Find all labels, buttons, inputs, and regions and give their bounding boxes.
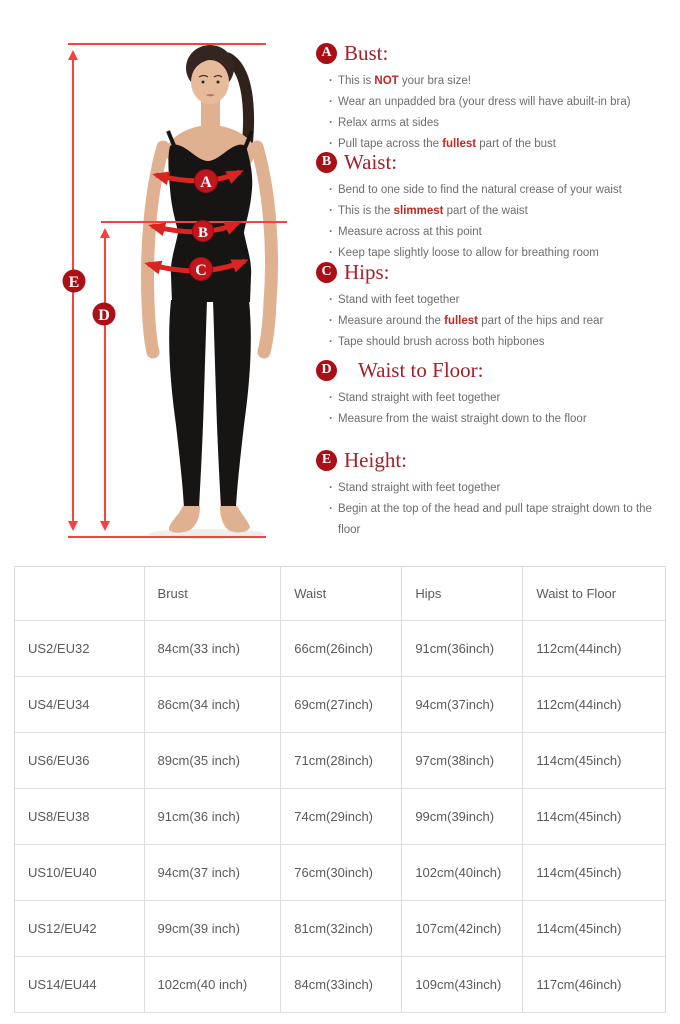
section-heading [316, 259, 670, 285]
measurement-value-cell: 94cm(37inch) [402, 677, 523, 733]
measurement-value-cell: 107cm(42inch) [402, 901, 523, 957]
section-heading [316, 149, 670, 175]
size-table-row [15, 901, 666, 957]
measurement-value-cell: 102cm(40inch) [402, 845, 523, 901]
bullet-text: Stand with feet together [338, 294, 460, 306]
instruction-bullet [338, 409, 670, 430]
measurement-value-cell: 94cm(37 inch) [144, 845, 281, 901]
size-table-row [15, 677, 666, 733]
bullet-text: Wear an unpadded bra (your dress will have abuilt-in bra) [338, 96, 631, 108]
section-letter: A [321, 45, 332, 60]
highlighted-word: fullest [444, 315, 478, 327]
size-table-column-header [15, 567, 145, 621]
measurement-value-cell: 109cm(43inch) [402, 957, 523, 1013]
section-heading [316, 40, 670, 66]
instruction-bullet [338, 332, 670, 353]
foot-right [220, 506, 250, 532]
size-table-row [15, 789, 666, 845]
measurement-value-cell: 112cm(44inch) [523, 677, 666, 733]
section-title: Hips: [344, 260, 390, 284]
section-letter-badge [316, 43, 337, 64]
bullet-text: part of the bust [476, 138, 556, 150]
section-bullet-list [316, 71, 670, 155]
measurement-value-cell: 99cm(39 inch) [144, 901, 281, 957]
highlighted-word: NOT [374, 75, 399, 87]
size-table-column-header: Waist [281, 567, 402, 621]
size-table-row [15, 621, 666, 677]
measurement-value-cell: 81cm(32inch) [281, 901, 402, 957]
bullet-text: Measure from the waist straight down to the floor [338, 413, 587, 425]
section-heading [316, 447, 670, 473]
size-table-row [15, 957, 666, 1013]
measurement-value-cell: 91cm(36inch) [402, 621, 523, 677]
section-letter-badge [316, 262, 337, 283]
measurement-value-cell: 114cm(45inch) [523, 789, 666, 845]
bullet-text: part of the waist [443, 205, 528, 217]
bullet-text: your bra size! [398, 75, 471, 87]
instruction-bullet [338, 201, 670, 222]
foot-left [169, 506, 200, 533]
bullet-text: Tape should brush across both hipbones [338, 336, 545, 348]
bust-marker-letter: A [200, 174, 212, 191]
bullet-text: Stand straight with feet together [338, 482, 501, 494]
section-heading [316, 357, 670, 383]
bullet-text: part of the hips and rear [478, 315, 604, 327]
size-label-cell: US14/EU44 [15, 957, 145, 1013]
size-table-column-header: Hips [402, 567, 523, 621]
measurement-value-cell: 112cm(44inch) [523, 621, 666, 677]
size-chart-table [14, 566, 666, 1013]
measurement-value-cell: 114cm(45inch) [523, 901, 666, 957]
measurement-value-cell: 84cm(33inch) [281, 957, 402, 1013]
measurement-value-cell: 91cm(36 inch) [144, 789, 281, 845]
measurement-value-cell: 102cm(40 inch) [144, 957, 281, 1013]
waist-to-floor-badge-letter: D [98, 307, 110, 324]
section-letter: E [321, 452, 332, 467]
instruction-bullet [338, 388, 670, 409]
side-letter-badges [63, 270, 116, 326]
section-letter-badge [316, 152, 337, 173]
bullet-text: This is the [338, 205, 394, 217]
instruction-bullet [338, 113, 670, 134]
section-bullet-list [316, 180, 670, 264]
bullet-text: Keep tape slightly loose to allow for breathing room [338, 247, 599, 259]
height-badge-letter: E [68, 274, 80, 291]
size-table-column-header: Brust [144, 567, 281, 621]
section-bullet-list [316, 290, 670, 353]
bullet-text: Stand straight with feet together [338, 392, 501, 404]
section-letter: B [321, 154, 332, 169]
size-label-cell: US12/EU42 [15, 901, 145, 957]
measurement-value-cell: 97cm(38inch) [402, 733, 523, 789]
measurement-section [316, 40, 670, 155]
leg-left [169, 300, 207, 508]
measurement-value-cell: 86cm(34 inch) [144, 677, 281, 733]
measurement-value-cell: 74cm(29inch) [281, 789, 402, 845]
bullet-text: Measure around the [338, 315, 445, 327]
leg-right [213, 300, 251, 508]
head [191, 60, 229, 104]
instruction-bullet [338, 478, 670, 499]
measurement-section [316, 259, 670, 353]
size-label-cell: US10/EU40 [15, 845, 145, 901]
measurement-value-cell: 66cm(26inch) [281, 621, 402, 677]
section-title: Waist to Floor: [358, 358, 484, 382]
size-table-header-row [15, 567, 666, 621]
measurement-value-cell: 84cm(33 inch) [144, 621, 281, 677]
bullet-text: Begin at the top of the head and pull tape straight down to the floor [338, 503, 652, 536]
size-label-cell: US6/EU36 [15, 733, 145, 789]
bullet-text: Pull tape across the [338, 138, 443, 150]
section-letter-badge [316, 360, 337, 381]
bullet-text: Measure across at this point [338, 226, 482, 238]
instruction-bullet [338, 92, 670, 113]
bullet-text: Relax arms at sides [338, 117, 439, 129]
measurement-section [316, 447, 670, 541]
measurement-section [316, 149, 670, 264]
section-bullet-list [316, 388, 670, 430]
highlighted-word: slimmest [393, 205, 444, 217]
bullet-text: This is [338, 75, 375, 87]
instruction-bullet [338, 222, 670, 243]
section-title: Bust: [344, 41, 389, 65]
eye-left [202, 81, 205, 84]
instruction-bullet [338, 499, 670, 541]
model-figure [148, 45, 272, 533]
instruction-bullet [338, 290, 670, 311]
section-title: Height: [344, 448, 407, 472]
measurement-value-cell: 114cm(45inch) [523, 733, 666, 789]
bullet-text: Bend to one side to find the natural crease of your waist [338, 184, 622, 196]
measurement-value-cell: 117cm(46inch) [523, 957, 666, 1013]
size-label-cell: US2/EU32 [15, 621, 145, 677]
section-letter-badge [316, 450, 337, 471]
arm-right [257, 147, 271, 352]
waist-marker-letter: B [197, 225, 209, 241]
instruction-bullet [338, 71, 670, 92]
measurement-section [316, 357, 670, 430]
measurement-value-cell: 114cm(45inch) [523, 845, 666, 901]
instruction-bullet [338, 180, 670, 201]
measurement-value-cell: 89cm(35 inch) [144, 733, 281, 789]
measurement-value-cell: 71cm(28inch) [281, 733, 402, 789]
size-table-column-header: Waist to Floor [523, 567, 666, 621]
instruction-sections [316, 0, 670, 560]
eye-right [217, 81, 220, 84]
section-letter: D [321, 362, 332, 377]
section-title: Waist: [344, 150, 398, 174]
highlighted-word: fullest [442, 138, 477, 150]
hips-marker-letter: C [195, 262, 207, 279]
size-table-row [15, 845, 666, 901]
size-table-row [15, 733, 666, 789]
section-bullet-list [316, 478, 670, 541]
measurement-value-cell: 99cm(39inch) [402, 789, 523, 845]
model-figure-illustration [0, 0, 320, 560]
measurement-value-cell: 76cm(30inch) [281, 845, 402, 901]
instruction-bullet [338, 311, 670, 332]
measurement-value-cell: 69cm(27inch) [281, 677, 402, 733]
size-label-cell: US8/EU38 [15, 789, 145, 845]
section-letter: C [321, 264, 332, 279]
size-label-cell: US4/EU34 [15, 677, 145, 733]
